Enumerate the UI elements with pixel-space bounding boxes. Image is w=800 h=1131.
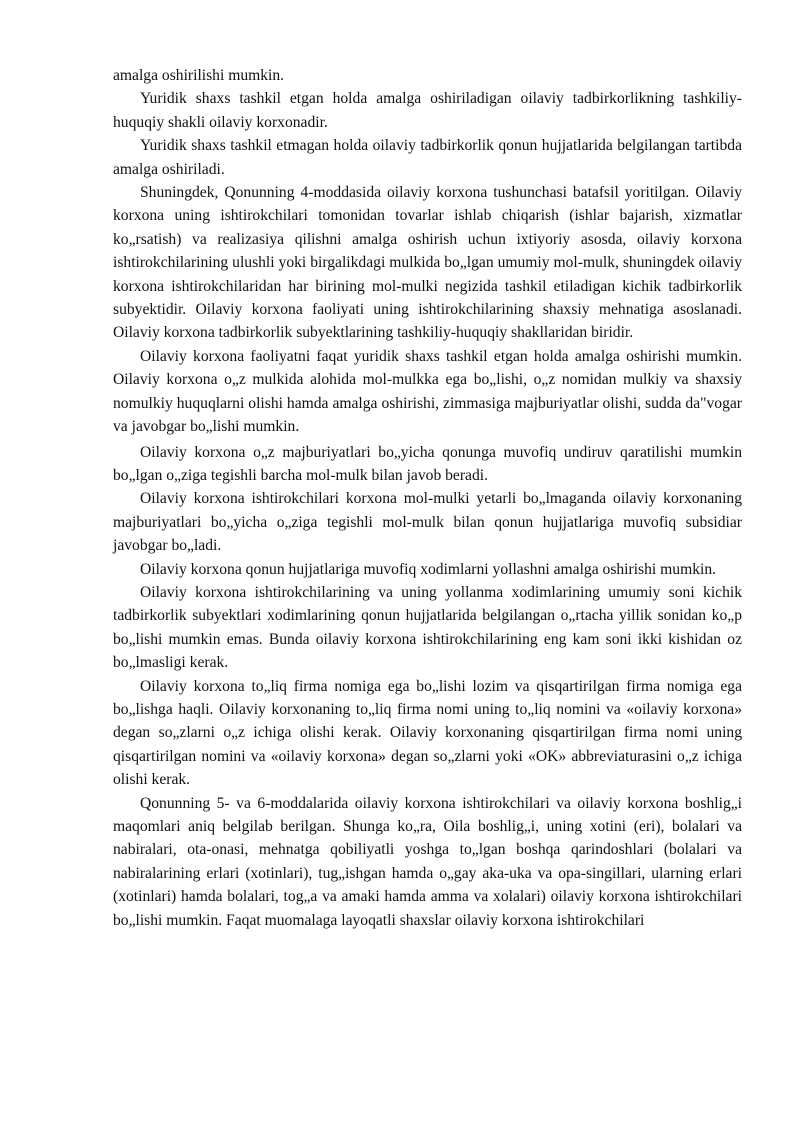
paragraph-4: Oilaviy korxona faoliyatni faqat yuridik shaxs tashkil etgan holda amalga oshirishi mumkin. Oilaviy korxona o„z mulkida alohida mol-mulkka ega bo„lishi, o„z nomidan mulkiy va shaxsiy nomulkiy huquqlarni olishi hamda amalga oshirishi, zimmasiga majburiyatlar olishi, sudda da"vogar va javobgar bo„lishi mumkin. (113, 347, 742, 436)
paragraph-2: Yuridik shaxs tashkil etmagan holda oilaviy tadbirkorlik qonun hujjatlarida belgilangan tartibda amalga oshiriladi. (113, 137, 742, 178)
document-page (113, 64, 742, 932)
paragraph-9: Oilaviy korxona to„liq firma nomiga ega bo„lishi lozim va qisqartirilgan firma nomiga ega bo„lishga haqli. Oilaviy korxonaning to„liq firma nomi uning to„liq nomini va «oilaviy korxona» degan so„zlarni o„z ichiga olishi kerak. Oilaviy korxonaning qisqartirilgan firma nomi uning qisqartirilgan nomini va «oilaviy korxona» degan so„zlarni yoki «OK» abbreviaturasini o„z ichiga olishi kerak. (113, 677, 742, 789)
paragraph-8: Oilaviy korxona ishtirokchilarining va uning yollanma xodimlarining umumiy soni kichik tadbirkorlik subyektlari xodimlarining qonun hujjatlarida belgilangan o„rtacha yillik sonidan ko„p bo„lishi mumkin emas. Bunda oilaviy korxona ishtirokchilarining eng kam soni ikki kishidan oz bo„lmasligi kerak. (113, 583, 742, 672)
paragraph-1: Yuridik shaxs tashkil etgan holda amalga oshiriladigan oilaviy tadbirkorlikning tashkiliy-huquqiy shakli oilaviy korxonadir. (113, 90, 742, 131)
paragraph-5: Oilaviy korxona o„z majburiyatlari bo„yicha qonunga muvofiq undiruv qaratilishi mumkin bo„lgan o„ziga tegishli barcha mol-mulk bilan javob beradi. (113, 443, 742, 484)
paragraph-10: Qonunning 5- va 6-moddalarida oilaviy korxona ishtirokchilari va oilaviy korxona boshlig„i maqomlari aniq belgilab berilgan. Shunga ko„ra, Oila boshlig„i, uning xotini (eri), bolalari va nabiralari, ota-onasi, mehnatga qobiliyatli yoshga to„lgan boshqa qarindoshlari (bolalari va nabiralarining erlari (xotinlari), tug„ishgan hamda o„gay aka-uka va opa-singillari, ularning erlari (xotinlari) hamda bolalari, tog„a va amaki hamda amma va xolalari) oilaviy korxona ishtirokchilari bo„lishi mumkin. Faqat muomalaga layoqatli shaxslar oilaviy korxona ishtirokchilari (113, 794, 742, 929)
paragraph-7: Oilaviy korxona qonun hujjatlariga muvofiq xodimlarni yollashni amalga oshirishi mumkin. (140, 560, 717, 578)
paragraph-continuation: amalga oshirilishi mumkin. (113, 67, 285, 84)
paragraph-3: Shuningdek, Qonunning 4-moddasida oilaviy korxona tushunchasi batafsil yoritilgan. Oilaviy korxona uning ishtirokchilari tomonidan tovarlar ishlab chiqarish (ishlar bajarish, xizmatlar ko„rsatish) va realizasiya qilishni amalga oshirish uchun ixtiyoriy asosda, oilaviy korxona ishtirokchilarining ulushli yoki birgalikdagi mulkida bo„lgan umumiy mol-mulk, shuningdek oilaviy korxona ishtirokchilaridan har birining mol-mulki negizida tashkil etiladigan kichik tadbirkorlik subyektidir. Oilaviy korxona faoliyati uning ishtirokchilarining shaxsiy mehnatiga asoslanadi. Oilaviy korxona tadbirkorlik subyektlarining tashkiliy-huquqiy shakllaridan biridir. (113, 184, 742, 342)
paragraph-6: Oilaviy korxona ishtirokchilari korxona mol-mulki yetarli bo„lmaganda oilaviy korxonaning majburiyatlari bo„yicha o„ziga tegishli mol-mulk bilan qonun hujjatlariga muvofiq subsidiar javobgar bo„ladi. (113, 490, 742, 555)
